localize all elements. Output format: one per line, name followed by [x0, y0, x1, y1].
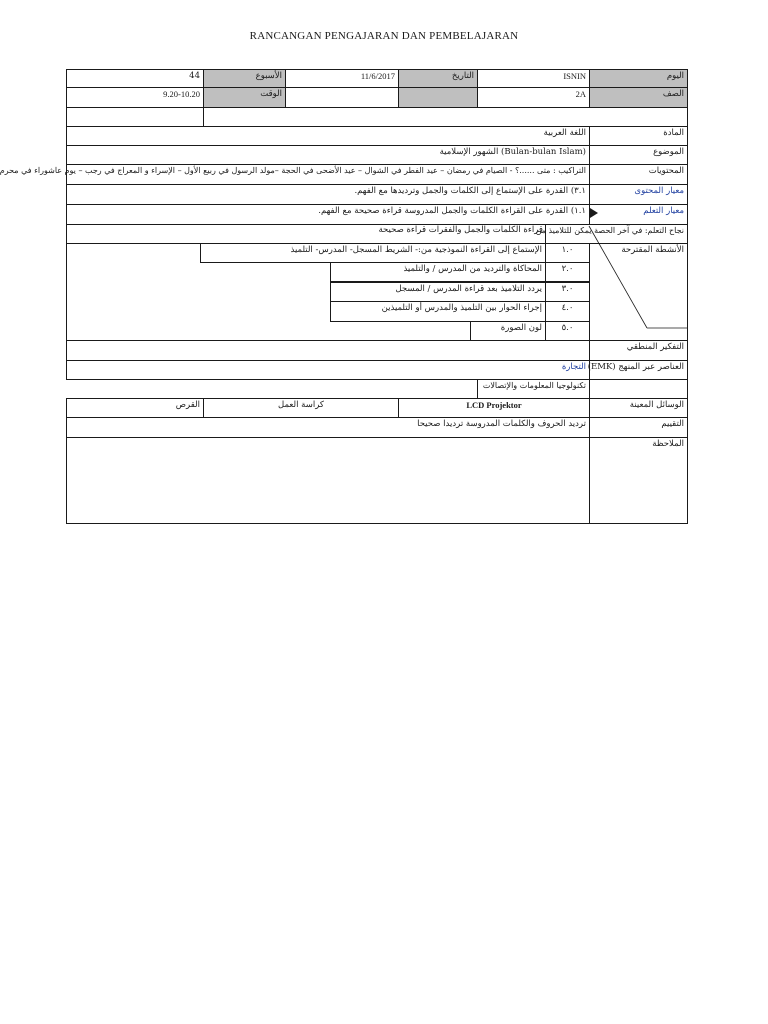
activity-2-number: ٢.٠: [545, 262, 590, 282]
learning-standard-label: معيار التعلم: [589, 204, 688, 225]
week-value-cell: [66, 69, 204, 88]
triangle-marker-icon: [589, 207, 599, 219]
content-standard-value: ٣.١) القدرة على الإستماع إلى الكلمات والجمل وترديدها مع الفهم.: [66, 184, 590, 205]
document-title: RANCANGAN PENGAJARAN DAN PEMBELAJARAN: [249, 30, 519, 42]
emk-label: العناصر عبر المنهج (EMK): [589, 360, 688, 380]
blank-cell-right: [203, 107, 688, 127]
notes-value: [66, 437, 590, 524]
activities-label: الأنشطة المقترحة: [621, 245, 684, 255]
class-label: الصف: [589, 87, 688, 108]
topic-label: الموضوع: [589, 145, 688, 165]
aid-2: كراسة العمل: [203, 398, 399, 418]
content-standard-label: معيار المحتوى: [589, 184, 688, 205]
learning-standard-value: ١.١) القدرة على القراءة الكلمات والجمل المدروسة قراءة صحيحة مع الفهم.: [66, 204, 590, 225]
activity-1-text: الإستماع إلى القراءة النموذجية من:- الشريط المسجل- المدرس- التلميذ: [200, 243, 546, 263]
week-value: 44: [189, 71, 200, 81]
thinking-label: التفكير المنطقي: [589, 340, 688, 361]
aid-3: القرص: [66, 398, 204, 418]
emk-value-2: تكنولوجيا المعلومات والإتصالات: [477, 379, 590, 399]
activity-4-text: إجراء الحوار بين التلميذ والمدرس أو التلميذين: [330, 301, 546, 322]
time-spare-cell: [285, 87, 399, 108]
time-label: الوقت: [203, 87, 286, 108]
emk-spare-cell: [589, 379, 688, 399]
success-label: نجاح التعلم: في آخر الحصة يمكن للتلاميذ من: [545, 224, 688, 244]
activity-2-text: المحاكاة والترديد من المدرس / والتلميذ: [330, 262, 546, 282]
notes-label: الملاحظة: [589, 437, 688, 524]
week-label: الأسبوع: [203, 69, 286, 88]
emk-value-1: التجارة: [66, 360, 590, 380]
diagonal-line: [589, 224, 688, 342]
assessment-label: التقييم: [589, 417, 688, 438]
activity-1-number: ١.٠: [545, 243, 590, 263]
aid-1: LCD Projektor: [398, 398, 590, 418]
assessment-value: ترديد الحروف والكلمات المدروسة ترديدا صحيحا: [66, 417, 590, 438]
date-value: 11/6/2017: [285, 69, 399, 88]
subject-label: المادة: [589, 126, 688, 146]
content-value: التراكيب : متى ......؟ - الصيام في رمضان – عيد الفطر في الشوال – عيد الأضحى في الحجة –مولد الرسول في ربيع الأول – الإسراء و المعراج في رجب – يوم عاشوراء في محرم: [66, 164, 590, 185]
activity-3-text: يردد التلاميذ بعد قراءة المدرس / المسجل: [330, 282, 546, 302]
time-value: 9.20-10.20: [66, 87, 204, 108]
activity-3-number: ٣.٠: [545, 282, 590, 302]
activity-4-number: ٤.٠: [545, 301, 590, 322]
content-label: المحتويات: [589, 164, 688, 185]
class-value: 2A: [477, 87, 590, 108]
topic-value: (Bulan-bulan Islam) الشهور الإسلامية: [66, 145, 590, 165]
date-label: التاريخ: [398, 69, 478, 88]
activity-5-number: ٥.٠: [545, 321, 590, 341]
success-value: قراءة الكلمات والجمل والفقرات قراءة صحيحة: [378, 225, 543, 235]
gray-spare-cell: [398, 87, 478, 108]
blank-cell-left: [66, 107, 204, 127]
day-value: ISNIN: [477, 69, 590, 88]
activity-5-text: لون الصورة: [470, 321, 546, 341]
day-label: اليوم: [589, 69, 688, 88]
aids-label: الوسائل المعينة: [589, 398, 688, 418]
thinking-value: [66, 340, 590, 361]
subject-value: اللغة العربية: [66, 126, 590, 146]
